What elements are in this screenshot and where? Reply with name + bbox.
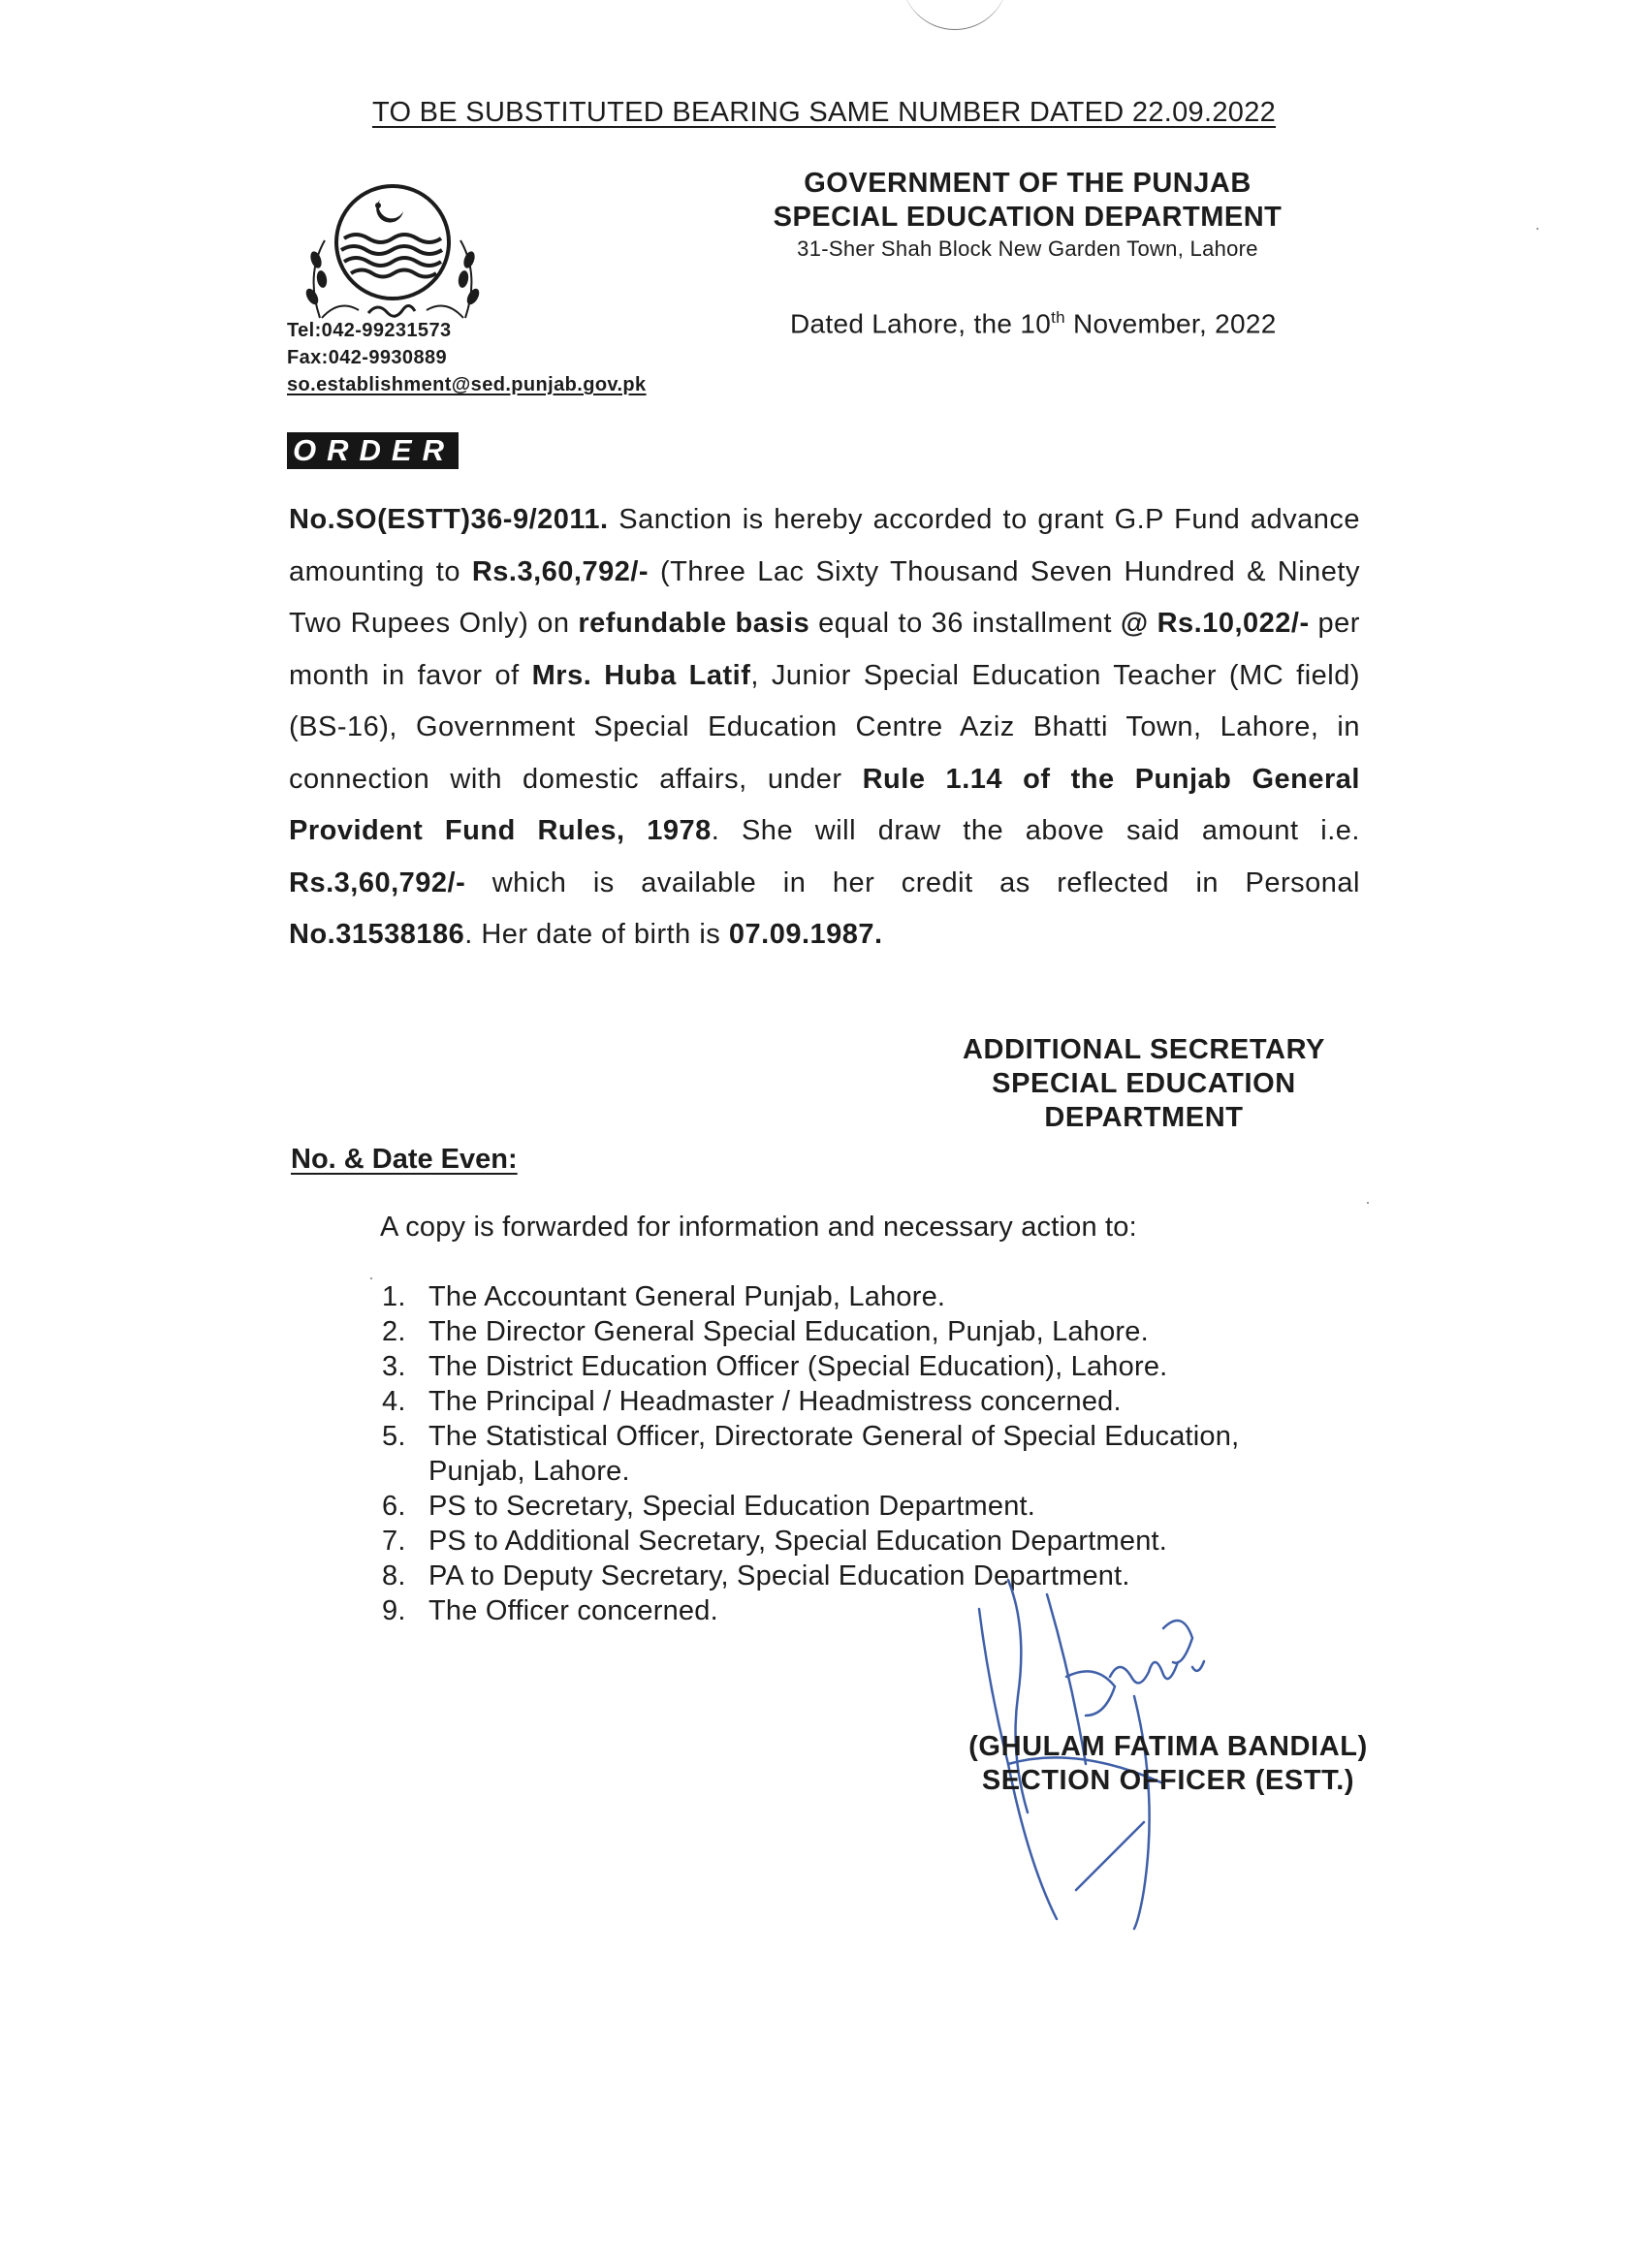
recipient-text: The Principal / Headmaster / Headmistress concerned.	[428, 1386, 1122, 1417]
order-text: , Junior Special Education Teacher (MC field) (BS-16), Government Special Education Centre Aziz Bhatti Town, Lahore, in connection with domestic affairs, under	[289, 659, 1360, 795]
issuing-officer	[940, 1033, 1347, 1135]
recipient-item	[382, 1314, 1351, 1349]
order-heading: ORDER	[287, 432, 459, 469]
recipient-number: 7.	[382, 1526, 406, 1557]
order-text: per month in favor of	[289, 608, 1360, 691]
substitution-notice: TO BE SUBSTITUTED BEARING SAME NUMBER DATED 22.09.2022	[371, 97, 1277, 128]
contact-details	[287, 317, 647, 398]
section-officer-block	[902, 1730, 1435, 1798]
officer-title-line2: SPECIAL EDUCATION	[992, 1068, 1296, 1099]
recipient-number: 4.	[382, 1386, 406, 1417]
document-date	[790, 308, 1277, 339]
date-prefix: Dated Lahore, the 10	[790, 308, 1052, 339]
recipient-number	[382, 1454, 428, 1489]
telephone-number: Tel:042-99231573	[287, 320, 452, 341]
recipient-number: 8.	[382, 1560, 406, 1591]
recipient-text: The Director General Special Education, Punjab, Lahore.	[428, 1316, 1149, 1347]
date-ordinal: th	[1051, 308, 1065, 327]
number-date-even-label: No. & Date Even:	[291, 1144, 518, 1175]
recipient-text: The District Education Officer (Special Education), Lahore.	[428, 1351, 1168, 1382]
section-officer-title: SECTION OFFICER (ESTT.)	[981, 1765, 1355, 1796]
letterhead	[737, 167, 1318, 264]
order-text: Sanction is hereby accorded to grant G.P Fund advance amounting to	[289, 504, 1360, 587]
order-emphasis: 07.09.1987.	[728, 919, 883, 950]
order-text: equal to 36 installment	[809, 608, 1121, 639]
order-emphasis: No.SO(ESTT)36-9/2011.	[289, 504, 609, 535]
recipient-text: PS to Additional Secretary, Special Education Department.	[428, 1526, 1168, 1557]
recipient-text: Punjab, Lahore.	[428, 1456, 630, 1487]
recipient-number: 9.	[382, 1595, 406, 1626]
order-text: which is available in her credit as reflected in Personal	[465, 866, 1360, 898]
department-name: SPECIAL EDUCATION DEPARTMENT	[773, 202, 1283, 233]
order-emphasis: Rule 1.14 of the Punjab General Provident Fund Rules, 1978	[289, 763, 1360, 846]
government-name: GOVERNMENT OF THE PUNJAB	[804, 168, 1252, 199]
punjab-government-logo	[301, 182, 485, 328]
recipient-number: 2.	[382, 1316, 406, 1347]
order-emphasis: Rs.3,60,792/-	[471, 555, 650, 587]
recipient-item	[382, 1279, 1351, 1314]
recipient-item	[382, 1489, 1351, 1524]
order-emphasis: Rs.3,60,792/-	[289, 866, 466, 898]
recipient-item	[382, 1524, 1351, 1559]
order-text: . She will draw the above said amount i.e.	[711, 815, 1360, 846]
recipient-number: 3.	[382, 1351, 406, 1382]
order-emphasis: refundable basis	[578, 608, 810, 639]
scan-speck	[1367, 1202, 1369, 1204]
recipient-item	[382, 1384, 1351, 1419]
fax-number: Fax:042-9930889	[287, 347, 448, 368]
scan-speck	[370, 1277, 372, 1279]
recipient-text: PA to Deputy Secretary, Special Education Department.	[428, 1560, 1130, 1591]
recipient-text: The Accountant General Punjab, Lahore.	[428, 1281, 946, 1312]
recipient-item	[382, 1454, 1351, 1489]
officer-title-line3: DEPARTMENT	[1044, 1102, 1244, 1133]
officer-title-line1: ADDITIONAL SECRETARY	[963, 1034, 1325, 1065]
section-officer-name: (GHULAM FATIMA BANDIAL)	[968, 1731, 1368, 1762]
recipient-text: PS to Secretary, Special Education Department.	[428, 1491, 1036, 1522]
order-paragraph	[289, 494, 1360, 961]
copy-forwarded-intro: A copy is forwarded for information and necessary action to:	[380, 1212, 1137, 1243]
recipient-number: 6.	[382, 1491, 406, 1522]
scan-speck	[1537, 228, 1538, 230]
order-text: . Her date of birth is	[464, 919, 729, 950]
recipient-item	[382, 1349, 1351, 1384]
recipient-number: 5.	[382, 1421, 406, 1452]
order-text: (Three Lac Sixty Thousand Seven Hundred & Ninety Two Rupees Only) on	[289, 555, 1360, 639]
recipient-text: The Statistical Officer, Directorate General of Special Education,	[428, 1421, 1240, 1452]
order-emphasis: Mrs. Huba Latif	[531, 659, 751, 691]
scan-edge-mark	[902, 0, 1008, 30]
order-emphasis: @ Rs.10,022/-	[1120, 608, 1310, 639]
date-rest: November, 2022	[1064, 308, 1277, 339]
email-address: so.establishment@sed.punjab.gov.pk	[287, 374, 647, 395]
recipient-item	[382, 1419, 1351, 1454]
department-address: 31-Sher Shah Block New Garden Town, Lahore	[797, 236, 1258, 261]
recipient-text: The Officer concerned.	[428, 1595, 718, 1626]
recipient-number: 1.	[382, 1281, 406, 1312]
order-emphasis: No.31538186	[289, 919, 465, 950]
